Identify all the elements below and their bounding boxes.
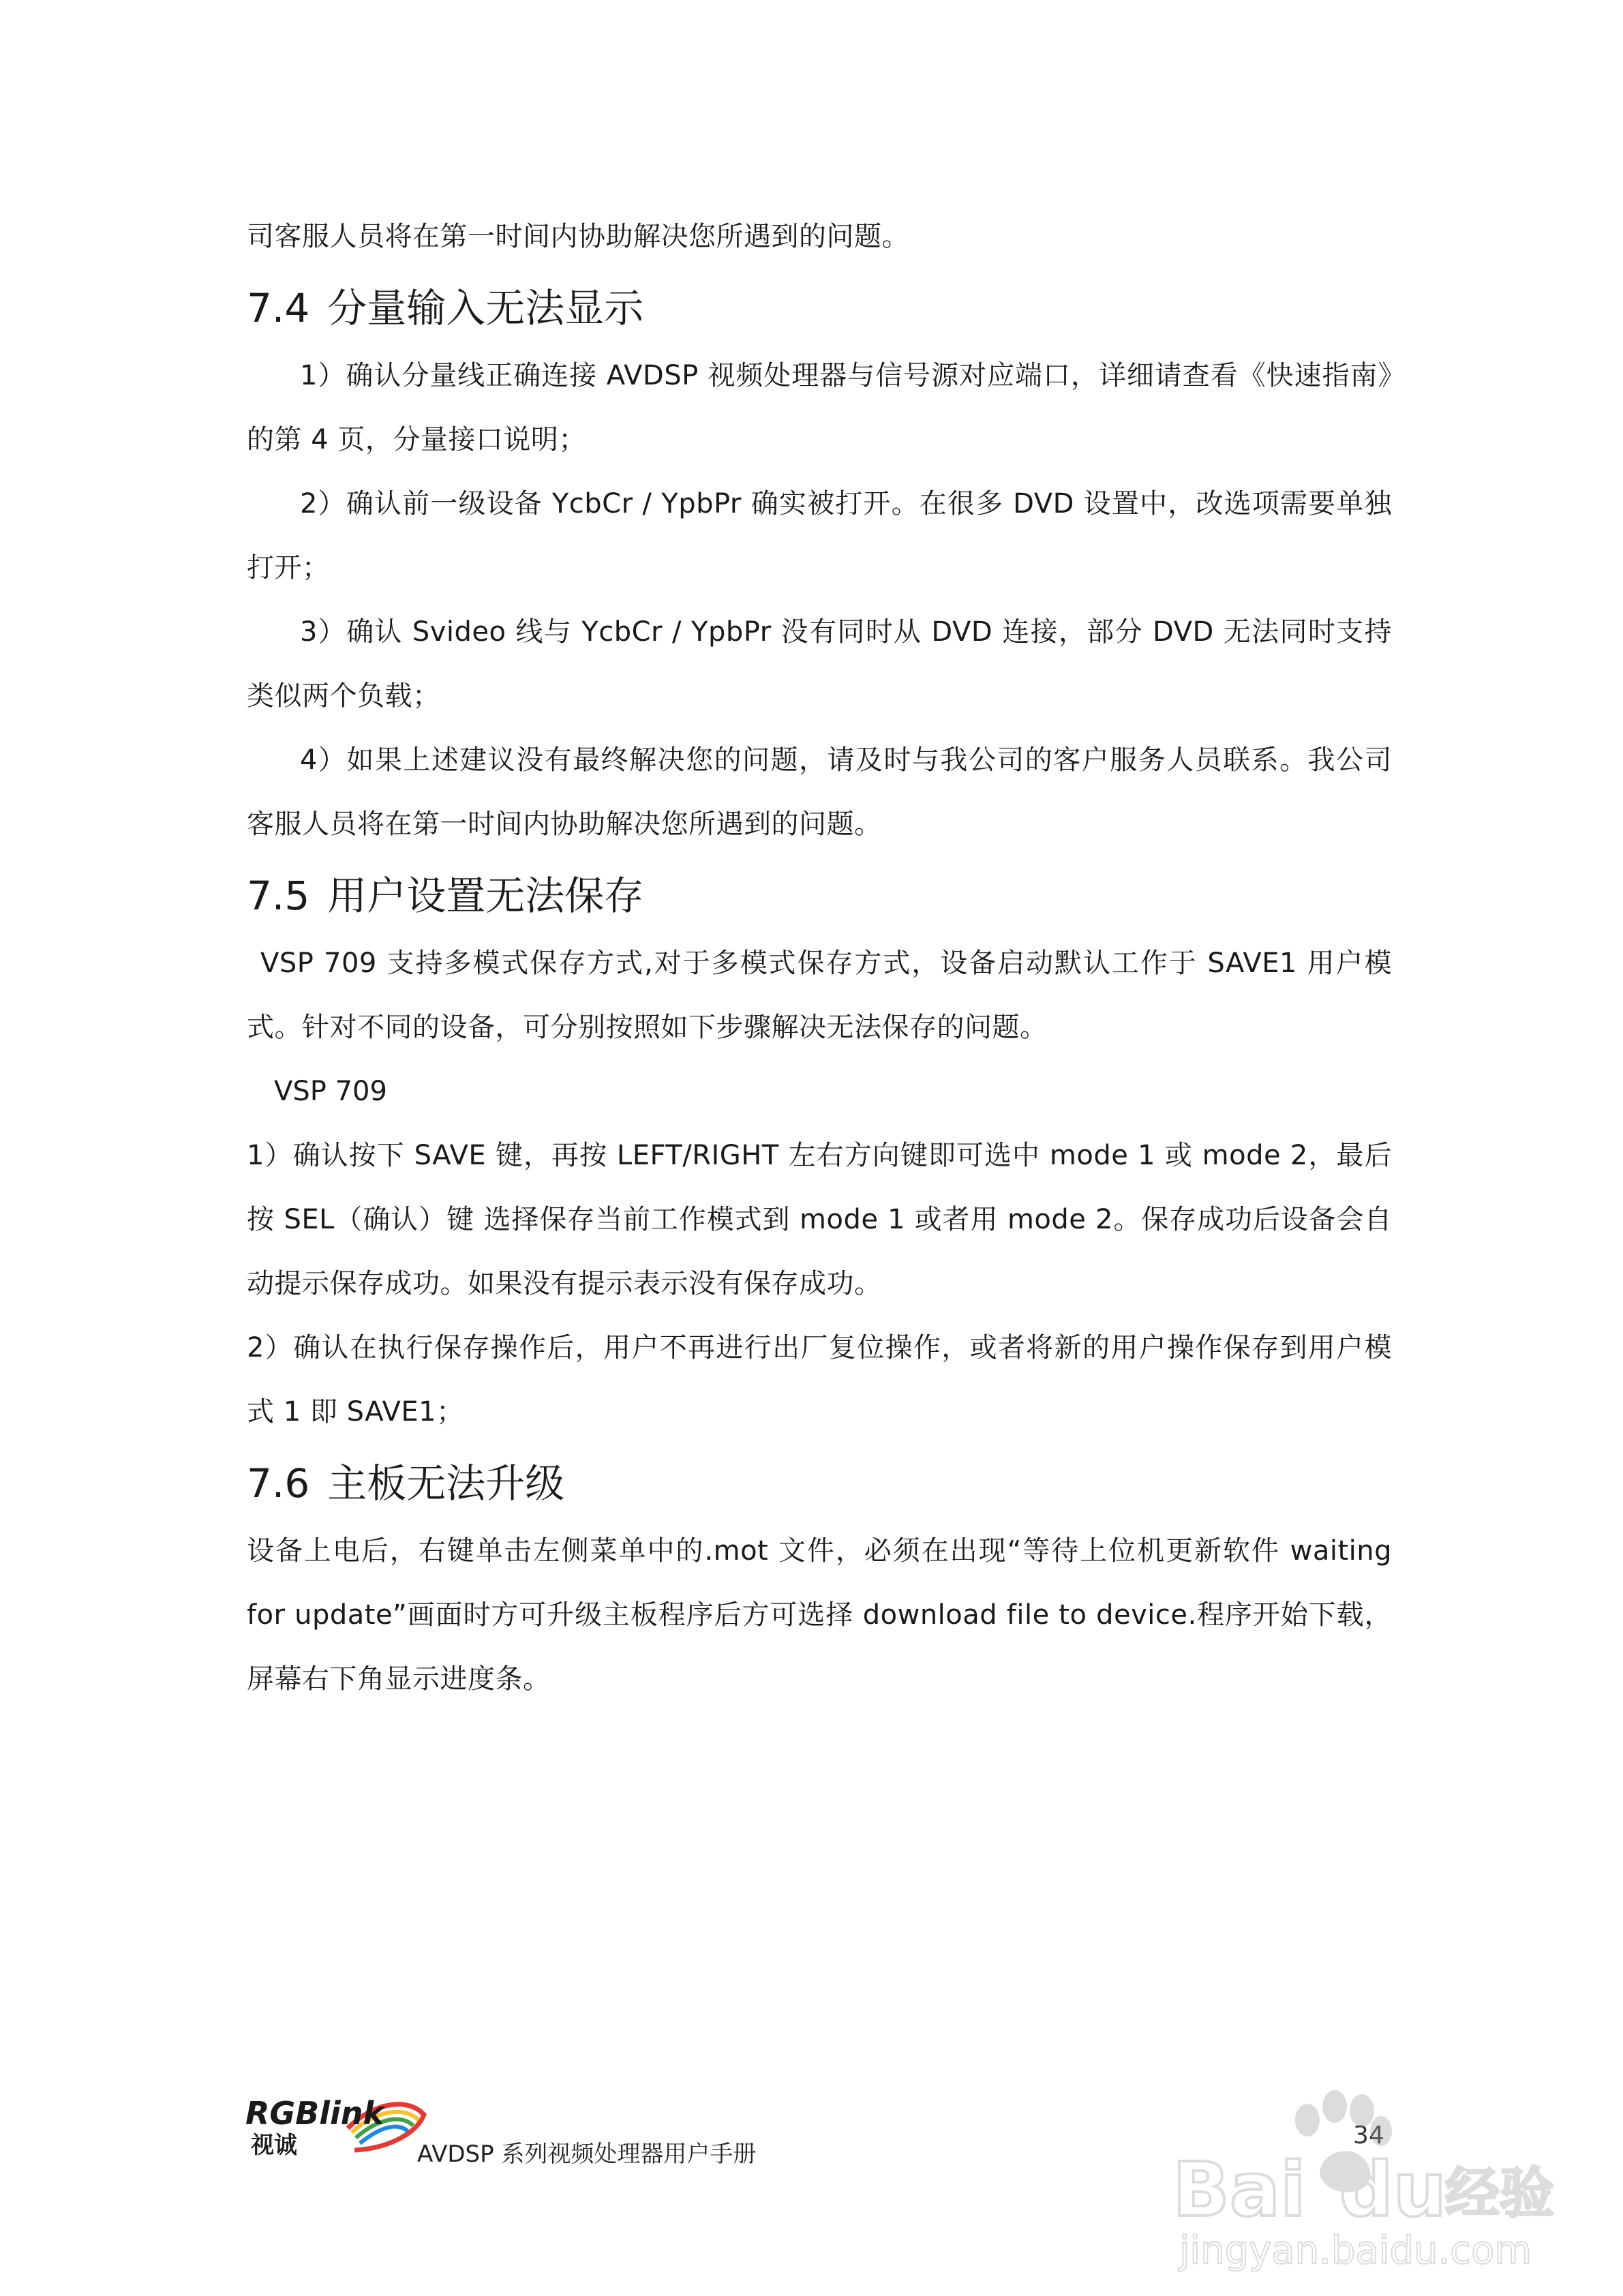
section-heading-7-4	[247, 274, 1392, 342]
page-number: 34	[1353, 2121, 1384, 2149]
list-item: 1）确认分量线正确连接 AVDSP 视频处理器与信号源对应端口，详细请查看《快速指南》的第 4 页，分量接口说明；	[247, 360, 1392, 455]
section-number: 7.4	[247, 285, 310, 331]
section-title: 分量输入无法显示	[327, 285, 644, 331]
section-heading-7-5	[247, 862, 1392, 930]
watermark-brand-2: du	[1339, 2146, 1447, 2233]
section-number: 7.6	[247, 1460, 310, 1507]
logo-text: RGBlink	[245, 2095, 384, 2132]
list-item: 2）确认前一级设备 YcbCr / YpbPr 确实被打开。在很多 DVD 设置中，改选项需要单独打开；	[247, 488, 1392, 584]
section-heading-7-6	[247, 1449, 1392, 1517]
list-item: 2）确认在执行保存操作后，用户不再进行出厂复位操作，或者将新的用户操作保存到用户模式 1 即 SAVE1；	[247, 1332, 1392, 1428]
model-subheading: VSP 709	[274, 1076, 387, 1107]
section-number: 7.5	[247, 873, 310, 919]
footer-title: AVDSP 系列视频处理器用户手册	[417, 2141, 757, 2168]
rgblink-logo	[245, 2087, 429, 2162]
section-title: 用户设置无法保存	[327, 873, 644, 919]
section-title: 主板无法升级	[327, 1460, 565, 1507]
watermark-brand: Bai	[1172, 2146, 1306, 2233]
list-item: 3）确认 Svideo 线与 YcbCr / YpbPr 没有同时从 DVD 连接，部分 DVD 无法同时支持类似两个负载；	[247, 616, 1392, 712]
section-intro: VSP 709 支持多模式保存方式,对于多模式保存方式，设备启动默认工作于 SAVE1 用户模式。针对不同的设备，可分别按照如下步骤解决无法保存的问题。	[247, 948, 1392, 1043]
page-content	[247, 205, 1392, 1711]
watermark-url: jingyan.baidu.com	[1179, 2229, 1532, 2273]
list-item: 1）确认按下 SAVE 键，再按 LEFT/RIGHT 左右方向键即可选中 mode 1 或 mode 2，最后按 SEL（确认）键 选择保存当前工作模式到 mode 1 或者用 mode 2。保存成功后设备会自动提示保存成功。如果没有提示表示没有保存成功。	[247, 1140, 1392, 1299]
logo-subtext: 视诚	[251, 2132, 297, 2159]
section-body: 设备上电后，右键单击左侧菜单中的.mot 文件，必须在出现“等待上位机更新软件 waiting for update”画面时方可升级主板程序后方可选择 download file to device.程序开始下载，屏幕右下角显示进度条。	[247, 1535, 1392, 1695]
watermark-cn: 经验	[1445, 2162, 1554, 2225]
list-item: 4）如果上述建议没有最终解决您的问题，请及时与我公司的客户服务人员联系。我公司客服人员将在第一时间内协助解决您所遇到的问题。	[247, 744, 1392, 840]
baidu-watermark	[1159, 2072, 1568, 2277]
intro-continuation: 司客服人员将在第一时间内协助解决您所遇到的问题。	[247, 221, 909, 252]
